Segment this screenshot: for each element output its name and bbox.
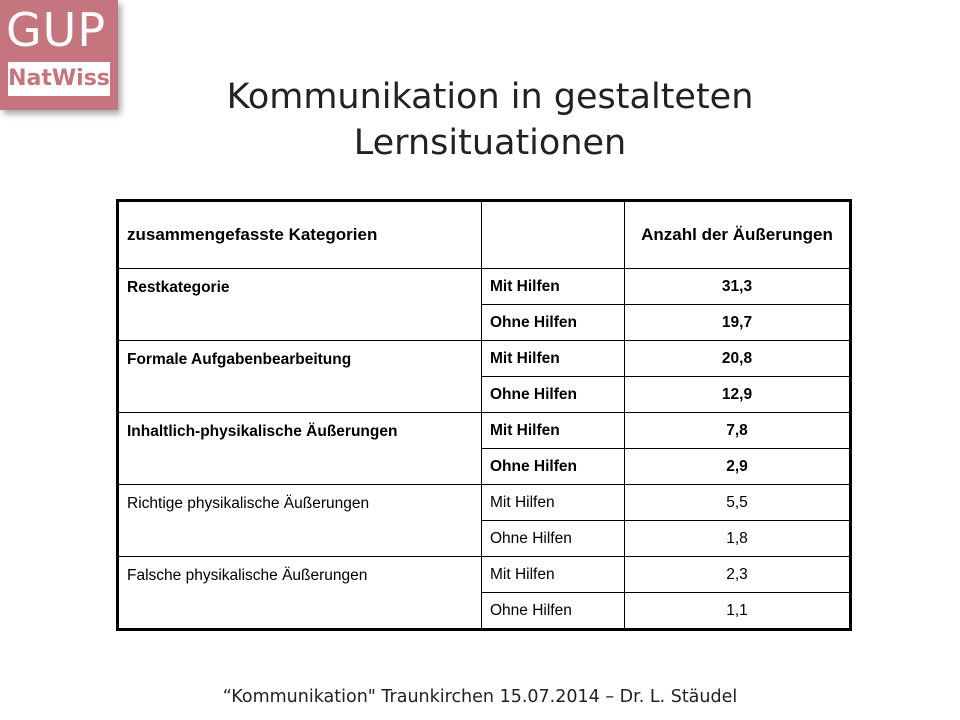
logo-text-natwiss: NatWiss [8,66,110,91]
value-cell: 20,8 [625,341,851,377]
value-cell: 5,5 [625,485,851,521]
slide-title [160,74,820,166]
results-table [116,199,852,631]
value-cell: 12,9 [625,377,851,413]
category-cell: Formale Aufgabenbearbeitung [118,341,482,413]
table-row [118,557,851,593]
category-cell: Falsche physikalische Äußerungen [118,557,482,630]
condition-cell: Ohne Hilfen [482,593,625,630]
header-condition [482,201,625,269]
condition-cell: Mit Hilfen [482,269,625,305]
table-header-row [118,201,851,269]
value-cell: 31,3 [625,269,851,305]
gup-natwiss-logo [0,0,118,110]
table-row [118,485,851,521]
value-cell: 7,8 [625,413,851,449]
logo-label-box [8,62,110,96]
condition-cell: Mit Hilfen [482,557,625,593]
condition-cell: Ohne Hilfen [482,305,625,341]
logo-text-gup: GUP [6,3,107,57]
slide-title-line-2: Lernsituationen [353,123,627,163]
table-row [118,269,851,305]
value-cell: 1,8 [625,521,851,557]
condition-cell: Ohne Hilfen [482,521,625,557]
value-cell: 19,7 [625,305,851,341]
category-cell: Inhaltlich-physikalische Äußerungen [118,413,482,485]
table-row [118,341,851,377]
condition-cell: Mit Hilfen [482,413,625,449]
category-cell: Restkategorie [118,269,482,341]
slide-footer: “Kommunikation" Traunkirchen 15.07.2014 – Dr. L. Stäudel [222,687,738,707]
header-category: zusammengefasste Kategorien [118,201,482,269]
condition-cell: Mit Hilfen [482,341,625,377]
condition-cell: Ohne Hilfen [482,377,625,413]
table-row [118,413,851,449]
value-cell: 2,9 [625,449,851,485]
slide-title-line-1: Kommunikation in gestalteten [226,77,754,117]
category-cell: Richtige physikalische Äußerungen [118,485,482,557]
value-cell: 2,3 [625,557,851,593]
header-count: Anzahl der Äußerungen [625,201,851,269]
condition-cell: Mit Hilfen [482,485,625,521]
value-cell: 1,1 [625,593,851,630]
condition-cell: Ohne Hilfen [482,449,625,485]
